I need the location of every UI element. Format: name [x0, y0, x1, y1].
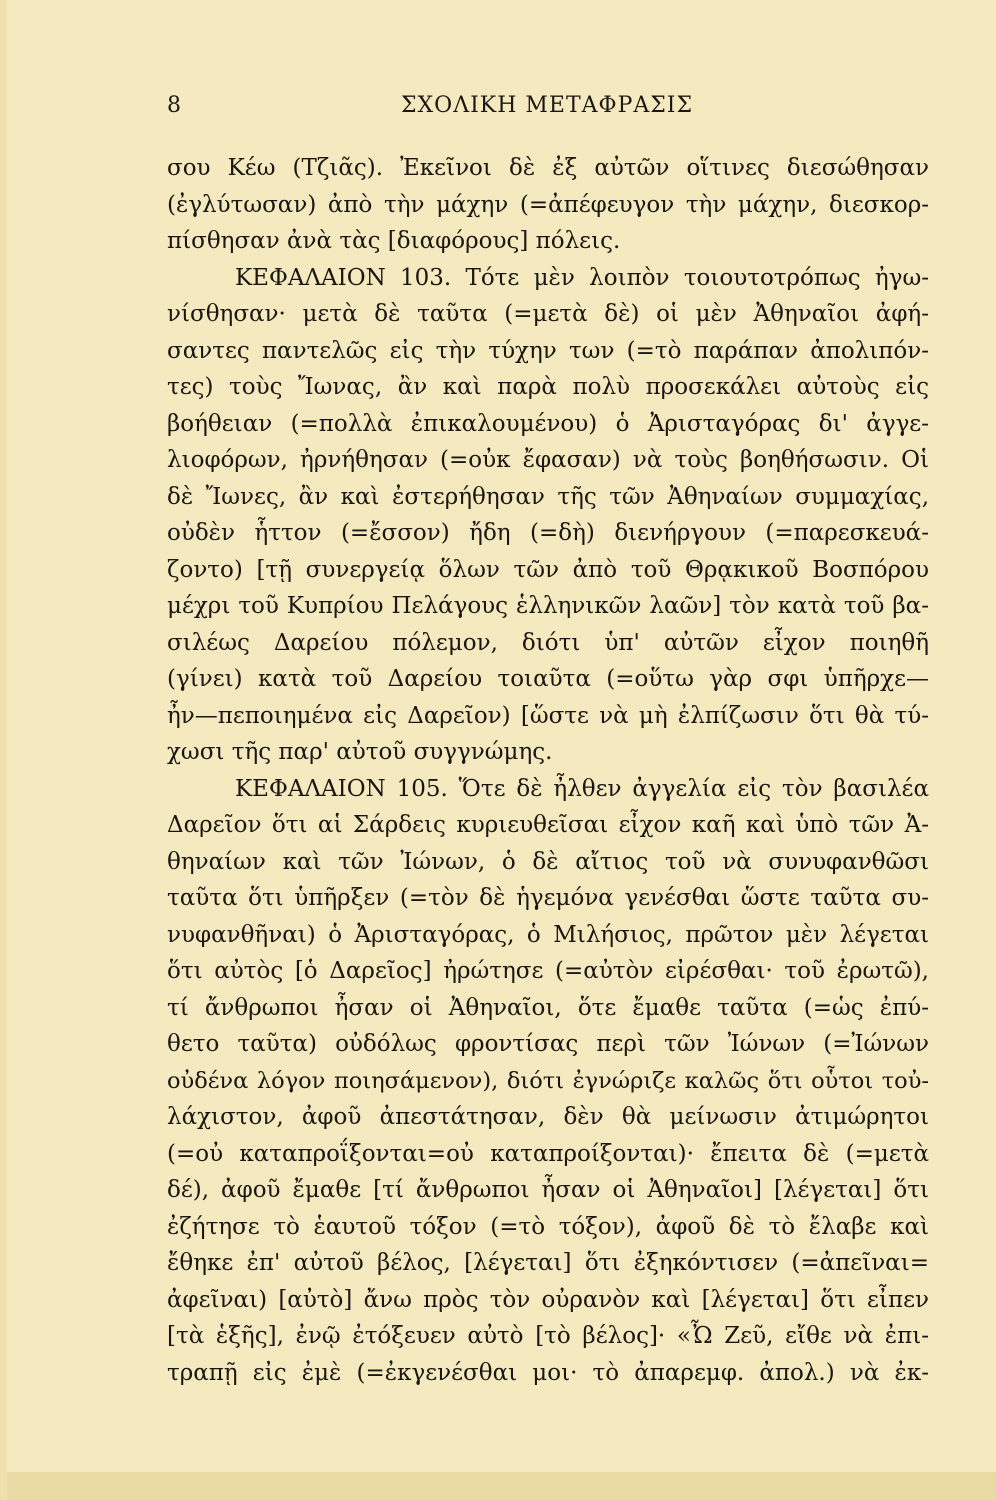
- text-line: (ἐγλύτωσαν) ἀπὸ τὴν μάχην (=ἀπέφευγον τὴν μάχην, διεσκορ-: [167, 191, 929, 218]
- text-line: χωσι τῆς παρ' αὐτοῦ συγγνώμης.: [167, 739, 553, 765]
- text-line: ταῦτα ὅτι ὑπῆρξεν (=τὸν δὲ ἡγεμόνα γενέσθαι ὥστε ταῦτα συ-: [167, 885, 929, 911]
- text-line: σιλέως Δαρείου πόλεμον, διότι ὑπ' αὐτῶν εἶχον ποιηθῆ: [167, 629, 929, 656]
- text-line: δὲ Ἴωνες, ἂν καὶ ἐστερήθησαν τῆς τῶν Ἀθηναίων συμμαχίας,: [167, 483, 929, 510]
- chapter-heading-line: ΚΕΦΑΛΑΙΟΝ 105. Ὅτε δὲ ἦλθεν ἀγγελία εἰς τὸν βασιλέα: [235, 775, 929, 802]
- chapter-heading-line: ΚΕΦΑΛΑΙΟΝ 103. Τότε μὲν λοιπὸν τοιουτοτρόπως ἠγω-: [235, 264, 929, 291]
- text-line: τί ἄνθρωποι ἦσαν οἱ Ἀθηναῖοι, ὅτε ἔμαθε ταῦτα (=ὡς ἐπύ-: [167, 994, 929, 1021]
- text-line: (=οὐ καταπροΐξονται=οὐ καταπροίξονται)· ἔπειτα δὲ (=μετὰ: [167, 1140, 929, 1167]
- text-line: ἐζήτησε τὸ ἑαυτοῦ τόξον (=τὸ τόξον), ἀφοῦ δὲ τὸ ἔλαβε καὶ: [167, 1213, 929, 1240]
- text-line: ζοντο) [τῇ συνεργείᾳ ὅλων τῶν ἀπὸ τοῦ Θρᾳκικοῦ Βοσπόρου: [167, 556, 929, 583]
- text-line: σαντες παντελῶς εἰς τὴν τύχην των (=τὸ παράπαν ἀπολιπόν-: [167, 337, 929, 364]
- text-line: μέχρι τοῦ Κυπρίου Πελάγους ἑλληνικῶν λαῶν] τὸν κατὰ τοῦ βα-: [167, 593, 929, 619]
- text-line: δέ), ἀφοῦ ἔμαθε [τί ἄνθρωποι ἦσαν οἱ Ἀθηναῖοι] [λέγεται] ὅτι: [167, 1177, 929, 1203]
- text-line: τες) τοὺς Ἴωνας, ἂν καὶ παρὰ πολὺ προσεκάλει αὐτοὺς εἰς: [167, 374, 929, 400]
- text-line: Δαρεῖον ὅτι αἱ Σάρδεις κυριευθεῖσαι εἶχον καῆ καὶ ὑπὸ τῶν Ἀ-: [167, 812, 929, 838]
- page-header: [167, 93, 927, 127]
- text-line: νυφανθῆναι) ὁ Ἀρισταγόρας, ὁ Μιλήσιος, πρῶτον μὲν λέγεται: [167, 921, 929, 948]
- text-line: πίσθησαν ἀνὰ τὰς [διαφόρους] πόλεις.: [167, 228, 621, 254]
- text-line: θηναίων καὶ τῶν Ἰώνων, ὁ δὲ αἴτιος τοῦ νὰ συνυφανθῶσι: [167, 848, 929, 875]
- text-line: ἀφεῖναι) [αὐτὸ] ἄνω πρὸς τὸν οὐρανὸν καὶ [λέγεται] ὅτι εἶπεν: [167, 1286, 929, 1313]
- text-line: τραπῇ εἰς ἐμὲ (=ἐκγενέσθαι μοι· τὸ ἀπαρεμφ. ἀπολ.) νὰ ἐκ-: [167, 1359, 929, 1386]
- text-line: ἦν—πεποιημένα εἰς Δαρεῖον) [ὥστε νὰ μὴ ἐλπίζωσιν ὅτι θὰ τύ-: [167, 702, 929, 729]
- body-text: [167, 150, 929, 1391]
- text-line: [τὰ ἑξῆς], ἐνῷ ἐτόξευεν αὐτὸ [τὸ βέλος]· «Ὦ Ζεῦ, εἴθε νὰ ἐπι-: [167, 1323, 929, 1349]
- text-line: οὐδένα λόγον ποιησάμενον), διότι ἐγνώριζε καλῶς ὅτι οὗτοι τοὐ-: [167, 1067, 929, 1094]
- text-line: νίσθησαν· μετὰ δὲ ταῦτα (=μετὰ δὲ) οἱ μὲν Ἀθηναῖοι ἀφή-: [167, 301, 929, 327]
- text-line: ὅτι αὐτὸς [ὁ Δαρεῖος] ἠρώτησε (=αὐτὸν εἰρέσθαι· τοῦ ἐρωτῶ),: [167, 958, 929, 984]
- running-title: ΣΧΟΛΙΚΗ ΜΕΤΑΦΡΑΣΙΣ: [400, 93, 694, 118]
- text-line: βοήθειαν (=πολλὰ ἐπικαλουμένου) ὁ Ἀρισταγόρας δι' ἀγγε-: [167, 410, 929, 437]
- text-line: οὐδὲν ἧττον (=ἔσσον) ἤδη (=δὴ) διενήργουν (=παρεσκευά-: [167, 520, 929, 546]
- page-number: 8: [167, 93, 181, 118]
- text-line: ἔθηκε ἐπ' αὐτοῦ βέλος, [λέγεται] ὅτι ἐξηκόντισεν (=ἀπεῖναι=: [167, 1250, 929, 1276]
- text-line: θετο ταῦτα) οὐδόλως φροντίσας περὶ τῶν Ἰώνων (=Ἰώνων: [167, 1031, 929, 1057]
- text-line: (γίνει) κατὰ τοῦ Δαρείου τοιαῦτα (=οὕτω γὰρ σφι ὑπῆρχε—: [167, 666, 929, 692]
- text-line: σου Κέω (Τζιᾶς). Ἐκεῖνοι δὲ ἐξ αὐτῶν οἵτινες διεσώθησαν: [167, 155, 929, 181]
- page-bottom-edge: [7, 1472, 996, 1500]
- text-line: λιοφόρων, ἠρνήθησαν (=οὐκ ἔφασαν) νὰ τοὺς βοηθήσωσιν. Οἱ: [167, 447, 929, 473]
- text-line: λάχιστον, ἀφοῦ ἀπεστάτησαν, δὲν θὰ μείνωσιν ἀτιμώρητοι: [167, 1104, 929, 1130]
